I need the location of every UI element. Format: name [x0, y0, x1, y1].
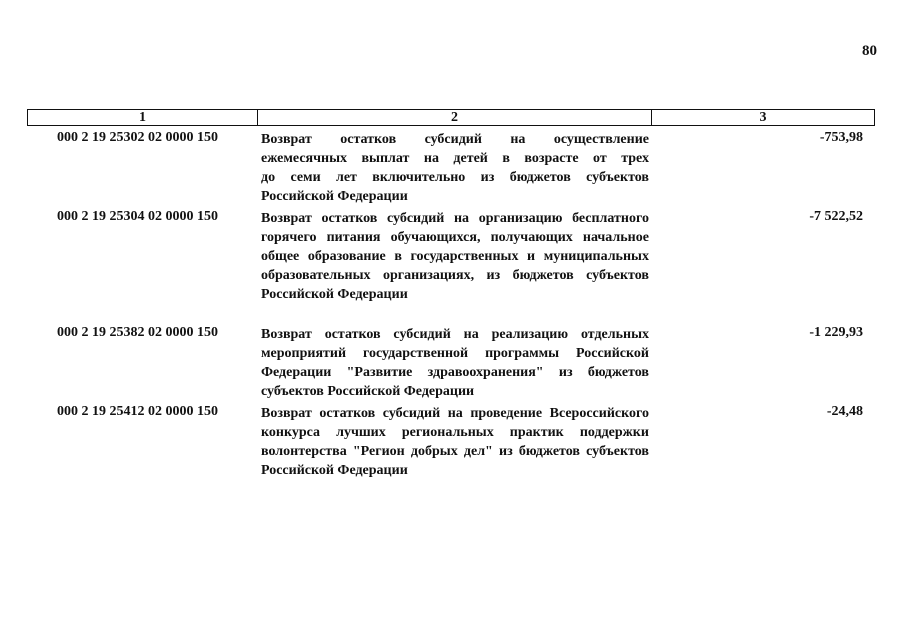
description-line: Российской Федерации [261, 189, 408, 204]
page-number: 80 [862, 43, 877, 59]
row-code: 000 2 19 25304 02 0000 150 [57, 209, 218, 224]
description-line: субъектов Российской Федерации [261, 384, 475, 399]
header-col-2: 2 [258, 110, 652, 125]
row-amount: -1 229,93 [809, 325, 863, 340]
row-description [261, 325, 649, 401]
description-line: горячего питания обучающихся, получающих начальное [261, 230, 649, 245]
description-line: Федерации "Развитие здравоохранения" из бюджетов [261, 365, 649, 380]
description-line: общее образование в государственных и муниципальных [261, 249, 649, 264]
row-code: 000 2 19 25302 02 0000 150 [57, 130, 218, 145]
description-line: мероприятий государственной программы Российской [261, 346, 649, 361]
description-line: конкурса лучших региональных практик поддержки [261, 425, 649, 440]
description-line: образовательных организациях, из бюджетов субъектов [261, 268, 649, 283]
row-code: 000 2 19 25382 02 0000 150 [57, 325, 218, 340]
header-col-1: 1 [28, 110, 258, 125]
description-line: Возврат остатков субсидий на осуществление [261, 132, 649, 147]
row-amount: -24,48 [826, 404, 863, 419]
row-description [261, 130, 649, 206]
description-line: Российской Федерации [261, 463, 408, 478]
description-line: Российской Федерации [261, 287, 408, 302]
description-line: Возврат остатков субсидий на реализацию отдельных [261, 327, 649, 342]
row-description [261, 404, 649, 480]
table-header [27, 109, 875, 126]
row-code: 000 2 19 25412 02 0000 150 [57, 404, 218, 419]
description-line: Возврат остатков субсидий на организацию бесплатного [261, 211, 649, 226]
row-amount: -7 522,52 [809, 209, 863, 224]
description-line: волонтерства "Регион добрых дел" из бюджетов субъектов [261, 444, 649, 459]
description-line: до семи лет включительно из бюджетов субъектов [261, 170, 649, 185]
header-col-3: 3 [759, 110, 767, 125]
description-line: Возврат остатков субсидий на проведение Всероссийского [261, 406, 649, 421]
row-amount: -753,98 [819, 130, 863, 145]
row-description [261, 209, 649, 304]
description-line: ежемесячных выплат на детей в возрасте от трех [261, 151, 649, 166]
